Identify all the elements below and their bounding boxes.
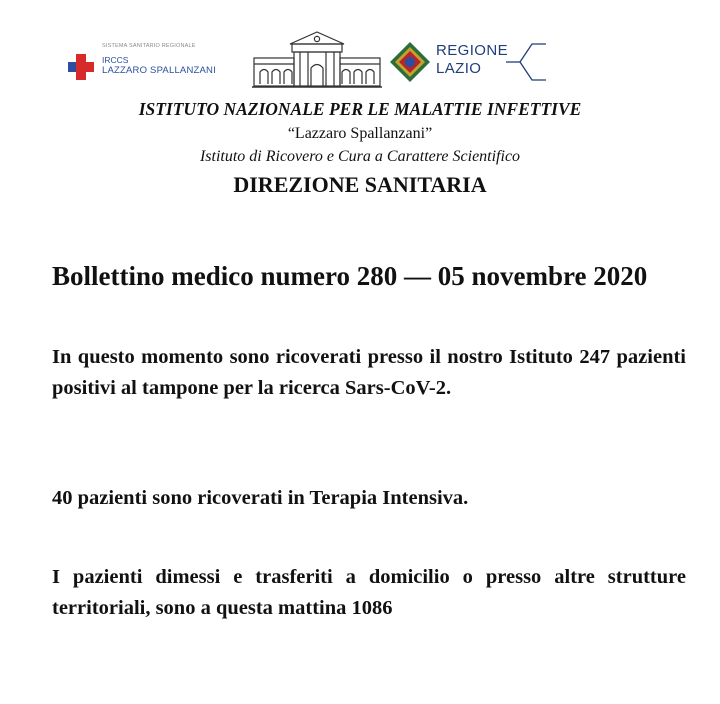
logo-bar [62, 28, 562, 94]
regione-lazio-emblem-icon [388, 40, 432, 84]
institute-name: ISTITUTO NAZIONALE PER LE MALATTIE INFETTIVE [138, 99, 582, 119]
irccs-line2: LAZZARO SPALLANZANI [102, 65, 216, 76]
direction-title: DIREZIONE SANITARIA [233, 172, 487, 197]
regione-lazio-lines-icon [506, 40, 556, 84]
irccs-spallanzani-logo [62, 42, 242, 82]
medical-cross-icon [66, 52, 96, 82]
bulletin-paragraph-intensive-care: 40 pazienti sono ricoverati in Terapia Intensiva. [52, 487, 469, 509]
institute-description: Istituto di Ricovero e Cura a Carattere Scientifico [199, 148, 521, 165]
regione-line2: LAZIO [436, 60, 482, 77]
institute-building-icon [250, 28, 384, 92]
irccs-line1: IRCCS [102, 55, 129, 65]
irccs-small-text: SISTEMA SANITARIO REGIONALE [102, 43, 196, 49]
bulletin-paragraph-discharged: I pazienti dimessi e trasferiti a domicilio o presso altre strutture territoriali, sono a questa mattina 1086 [52, 566, 686, 619]
regione-line1: REGIONE [436, 42, 508, 59]
institute-subtitle: “Lazzaro Spallanzani” [287, 125, 433, 142]
regione-lazio-logo [388, 40, 558, 84]
bulletin-title: Bollettino medico numero 280 — 05 novembre 2020 [52, 261, 648, 291]
bulletin-paragraph-hospitalized: In questo momento sono ricoverati presso il nostro Istituto 247 pazienti positivi al tampone per la ricerca Sars-CoV-2. [52, 346, 686, 399]
